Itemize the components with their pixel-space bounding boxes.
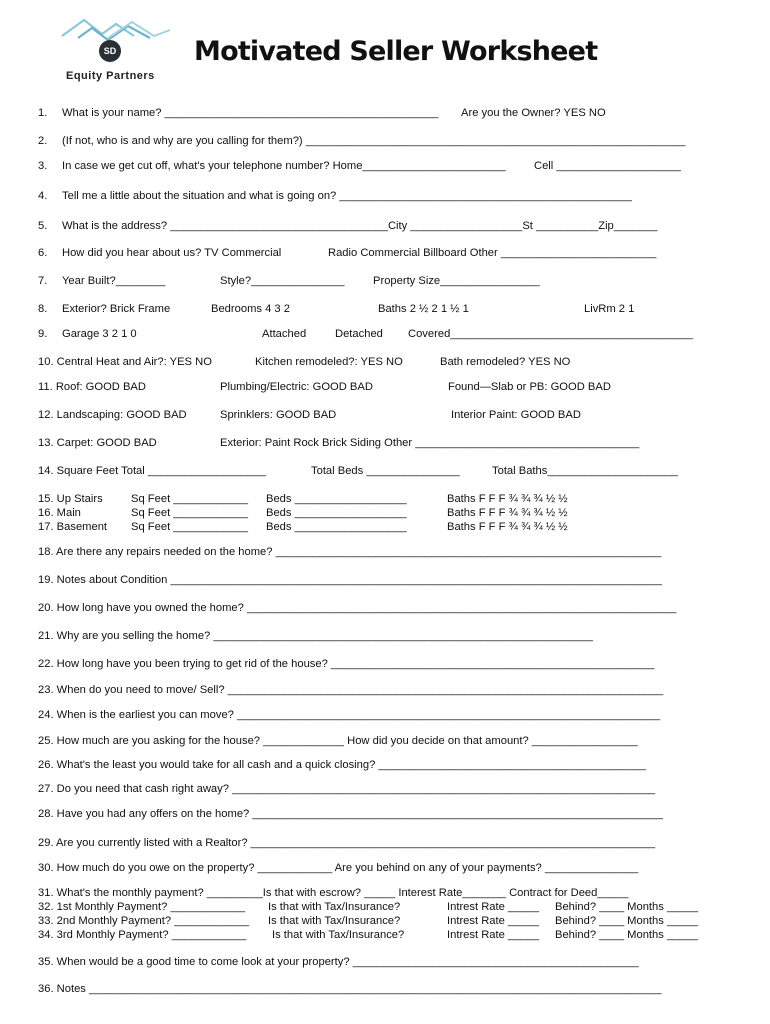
worksheet-text: 12. Landscaping: GOOD BAD <box>38 409 187 421</box>
worksheet-text: 36. Notes ____________________________________________________________________________________________ <box>38 983 662 995</box>
worksheet-text: 1. <box>38 107 48 119</box>
worksheet-text: Baths F F F ¾ ¾ ¾ ½ ½ <box>447 507 568 519</box>
worksheet-text: 15. Up Stairs <box>38 493 103 505</box>
worksheet-text: 27. Do you need that cash right away? ____________________________________________________________________ <box>38 783 656 795</box>
worksheet-text: Beds __________________ <box>266 507 407 519</box>
worksheet-text: 10. Central Heat and Air?: YES NO <box>38 356 212 368</box>
worksheet-text: Garage 3 2 1 0 <box>62 328 137 340</box>
worksheet-text: 2. <box>38 135 48 147</box>
worksheet-text: Detached <box>335 328 383 340</box>
worksheet-text: What is the address? ___________________________________City __________________St __________Zip_______ <box>62 220 658 232</box>
worksheet-text: 35. When would be a good time to come look at your property? ______________________________________________ <box>38 956 639 968</box>
worksheet-text: Interior Paint: GOOD BAD <box>451 409 581 421</box>
worksheet-text: Baths 2 ½ 2 1 ½ 1 <box>378 303 469 315</box>
worksheet-text: Style?_______________ <box>220 275 345 287</box>
worksheet-text: Behind? ____ Months _____ <box>555 901 699 913</box>
worksheet-text: Plumbing/Electric: GOOD BAD <box>220 381 373 393</box>
worksheet-text: 24. When is the earliest you can move? ____________________________________________________________________ <box>38 709 661 721</box>
worksheet-text: 11. Roof: GOOD BAD <box>38 381 146 393</box>
worksheet-text: 28. Have you had any offers on the home? __________________________________________________________________ <box>38 808 664 820</box>
worksheet-text: Behind? ____ Months _____ <box>555 929 699 941</box>
worksheet-text: In case we get cut off, what's your telephone number? Home_______________________ <box>62 160 506 172</box>
worksheet-text: 18. Are there any repairs needed on the home? ______________________________________________________________ <box>38 546 662 558</box>
worksheet-text: Baths F F F ¾ ¾ ¾ ½ ½ <box>447 521 568 533</box>
page-title: Motivated Seller Worksheet <box>194 36 598 67</box>
worksheet-text: 30. How much do you owe on the property? ____________ Are you behind on any of your payments? _______________ <box>38 862 639 874</box>
worksheet-text: Sq Feet ____________ <box>131 507 248 519</box>
worksheet-text: 33. 2nd Monthly Payment? ____________ <box>38 915 249 927</box>
worksheet-text: 13. Carpet: GOOD BAD <box>38 437 157 449</box>
worksheet-text: Is that with Tax/Insurance? <box>268 915 401 927</box>
worksheet-text: 17. Basement <box>38 521 108 533</box>
worksheet-text: 7. <box>38 275 48 287</box>
worksheet-text: Sq Feet ____________ <box>131 521 248 533</box>
worksheet-text: 6. <box>38 247 48 259</box>
worksheet-text: Sprinklers: GOOD BAD <box>220 409 337 421</box>
worksheet-text: Sq Feet ____________ <box>131 493 248 505</box>
worksheet-text: 32. 1st Monthly Payment? ____________ <box>38 901 246 913</box>
worksheet-text: 4. <box>38 190 48 202</box>
worksheet-text: Radio Commercial Billboard Other _________________________ <box>328 247 657 259</box>
worksheet-text: Covered_______________________________________ <box>408 328 693 340</box>
worksheet-text: Tell me a little about the situation and what is going on? _______________________________________________ <box>62 190 632 202</box>
worksheet-text: Behind? ____ Months _____ <box>555 915 699 927</box>
worksheet-text: 16. Main <box>38 507 81 519</box>
worksheet-text: Beds __________________ <box>266 493 407 505</box>
worksheet-text: 3. <box>38 160 48 172</box>
worksheet-text: 8. <box>38 303 48 315</box>
worksheet-text: Attached <box>262 328 307 340</box>
worksheet-text: Kitchen remodeled?: YES NO <box>255 356 403 368</box>
worksheet-text: Bedrooms 4 3 2 <box>211 303 290 315</box>
worksheet-text: Intrest Rate _____ <box>447 915 540 927</box>
worksheet-text: Cell ____________________ <box>534 160 681 172</box>
worksheet-text: Exterior: Paint Rock Brick Siding Other ____________________________________ <box>220 437 640 449</box>
worksheet-text: Is that with Tax/Insurance? <box>272 929 405 941</box>
logo-badge: SD <box>99 40 121 62</box>
worksheet-text: Baths F F F ¾ ¾ ¾ ½ ½ <box>447 493 568 505</box>
worksheet-text: Year Built?________ <box>62 275 166 287</box>
worksheet-text: LivRm 2 1 <box>584 303 635 315</box>
worksheet-text: Property Size________________ <box>373 275 540 287</box>
worksheet-text: How did you hear about us? TV Commercial <box>62 247 282 259</box>
worksheet-text: Total Beds _______________ <box>311 465 460 477</box>
worksheet-text: 22. How long have you been trying to get rid of the house? ____________________________________________________ <box>38 658 655 670</box>
worksheet-text: 19. Notes about Condition _______________________________________________________________________________ <box>38 574 663 586</box>
worksheet-text: 26. What's the least you would take for all cash and a quick closing? ___________________________________________ <box>38 759 646 771</box>
worksheet-text: Found—Slab or PB: GOOD BAD <box>448 381 611 393</box>
brand-name: Equity Partners <box>66 70 155 82</box>
worksheet-text: 14. Square Feet Total ___________________ <box>38 465 267 477</box>
worksheet-text: 20. How long have you owned the home? _____________________________________________________________________ <box>38 602 677 614</box>
worksheet-text: 23. When do you need to move/ Sell? ______________________________________________________________________ <box>38 684 664 696</box>
worksheet-text: Beds __________________ <box>266 521 407 533</box>
worksheet-text: 25. How much are you asking for the house? _____________ How did you decide on that amount? _________________ <box>38 735 638 747</box>
worksheet-text: What is your name? ____________________________________________ <box>62 107 439 119</box>
worksheet-text: Intrest Rate _____ <box>447 929 540 941</box>
worksheet-text: 5. <box>38 220 48 232</box>
worksheet-text: (If not, who is and why are you calling for them?) _____________________________________________________________ <box>62 135 686 147</box>
worksheet-text: Is that with Tax/Insurance? <box>268 901 401 913</box>
worksheet-text: Total Baths_____________________ <box>492 465 679 477</box>
worksheet-text: 9. <box>38 328 48 340</box>
worksheet-text: Intrest Rate _____ <box>447 901 540 913</box>
worksheet-text: Are you the Owner? YES NO <box>461 107 606 119</box>
worksheet-text: 21. Why are you selling the home? _____________________________________________________________ <box>38 630 593 642</box>
worksheet-text: 31. What's the monthly payment? _________Is that with escrow? _____ Interest Rate_______ Contract for Deed_____ <box>38 887 629 899</box>
worksheet-text: 34. 3rd Monthly Payment? ____________ <box>38 929 247 941</box>
worksheet-text: Bath remodeled? YES NO <box>440 356 571 368</box>
worksheet-text: 29. Are you currently listed with a Realtor? _________________________________________________________________ <box>38 837 656 849</box>
worksheet-text: Exterior? Brick Frame <box>62 303 171 315</box>
